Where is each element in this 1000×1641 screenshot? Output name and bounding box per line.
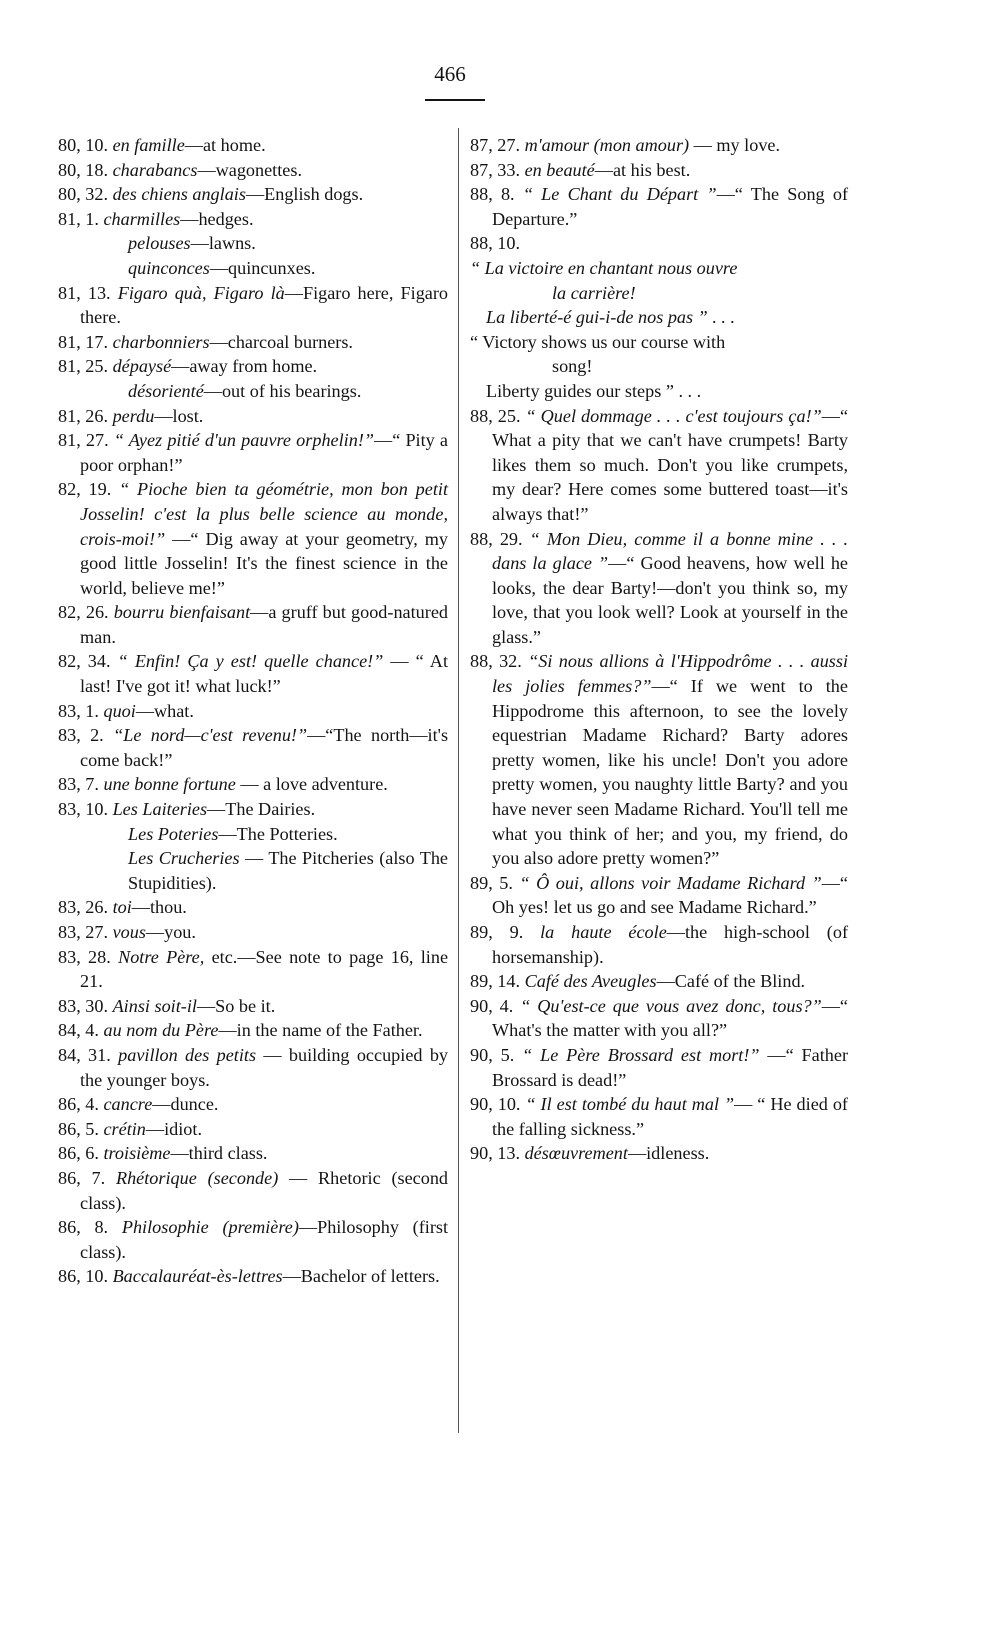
glossary-entry: 83, 28. Notre Père, etc.—See note to page 16, line 21. [58,946,449,992]
glossary-entry: 87, 27. m'amour (mon amour) — my love. [470,135,781,155]
glossary-entry: 88, 8. “ Le Chant du Départ ”—“ The Song of Departure.” [470,184,849,229]
glossary-entry: 80, 18. charabancs—wagonettes. [58,159,302,180]
glossary-entry: 83, 30. Ainsi soit-il—So be it. [58,995,276,1016]
header-rule [425,99,485,101]
song-verse [470,256,848,404]
glossary-entry: 84, 4. au nom du Père—in the name of the Father. [58,1020,423,1041]
glossary-entry: 86, 8. Philosophie (première)—Philosophy (first class). [58,1217,449,1262]
column-divider [458,128,459,1433]
glossary-entry: 80, 10. en famille—at home. [58,135,266,155]
glossary-entry: 82, 26. bourru bienfaisant—a gruff but good-natured man. [58,602,448,647]
glossary-entry: 89, 9. la haute école—the high-school (of horsemanship). [470,922,849,967]
glossary-subentry: quinconces—quincunxes. [128,257,316,278]
page-number: 466 [434,62,466,86]
left-column [58,133,448,1289]
verse-translation-line: Liberty guides our steps ” . . . [486,380,702,401]
glossary-entry: 84, 31. pavillon des petits — building occupied by the younger boys. [58,1044,449,1090]
glossary-entry: 81, 26. perdu—lost. [58,405,204,426]
verse-line: “ La victoire en chantant nous ouvre [470,257,738,278]
verse-translation-line: song! [552,356,593,377]
glossary-entry: 86, 6. troisième—third class. [58,1143,268,1164]
glossary-entry: 86, 5. crétin—idiot. [58,1118,202,1139]
verse-line: La liberté-é gui-i-de nos pas ” . . . [486,307,736,328]
glossary-entry: 83, 7. une bonne fortune — a love adventure. [58,774,388,795]
glossary-entry: 88, 25. “ Quel dommage . . . c'est toujours ça!”—“ What a pity that we can't have crumpets! Barty likes them so much. Don't you like crumpets, my dear? Here comes some buttered toast—it's always that!” [470,405,849,524]
glossary-entry: 90, 10. “ Il est tombé du haut mal ”— “ He died of the falling sickness.” [470,1094,848,1139]
glossary-entry: 88, 10. [470,233,521,254]
glossary-entry: 83, 2. “Le nord—c'est revenu!”—“The north—it's come back!” [58,725,449,770]
glossary-entry: 89, 5. “ Ô oui, allons voir Madame Richard ”—“ Oh yes! let us go and see Madame Richard.” [470,872,848,918]
glossary-entry: 83, 10. Les Laiteries—The Dairies. [58,799,316,820]
glossary-subentry: pelouses—lawns. [128,233,256,254]
glossary-entry: 86, 4. cancre—dunce. [58,1094,219,1115]
right-column [470,133,848,1166]
glossary-entry: 86, 7. Rhétorique (seconde) — Rhetoric (second class). [58,1167,449,1213]
glossary-entry: 86, 10. Baccalauréat-ès-lettres—Bachelor of letters. [58,1266,440,1287]
glossary-entry: 81, 27. “ Ayez pitié d'un pauvre orphelin!”—“ Pity a poor orphan!” [58,430,449,475]
glossary-entry: 81, 13. Figaro quà, Figaro là—Figaro here, Figaro there. [58,282,449,328]
glossary-subentry: désorienté—out of his bearings. [128,380,362,401]
glossary-entry: 87, 33. en beauté—at his best. [470,159,691,180]
glossary-subentry: Les Crucheries — The Pitcheries (also The Stupidities). [128,848,448,893]
glossary-entry: 90, 13. désœuvrement—idleness. [470,1143,710,1164]
glossary-entry: 80, 32. des chiens anglais—English dogs. [58,184,364,205]
glossary-entry: 83, 1. quoi—what. [58,700,194,721]
glossary-entry: 81, 25. dépaysé—away from home. [58,356,318,377]
glossary-entry: 83, 27. vous—you. [58,922,196,942]
glossary-entry: 83, 26. toi—thou. [58,897,187,918]
verse-translation-line: “ Victory shows us our course with [470,331,726,352]
glossary-entry: 90, 5. “ Le Père Brossard est mort!” —“ Father Brossard is dead!” [470,1044,848,1090]
glossary-entry: 90, 4. “ Qu'est-ce que vous avez donc, tous?”—“ What's the matter with you all?” [470,995,848,1041]
glossary-entry: 82, 34. “ Enfin! Ça y est! quelle chance!” — “ At last! I've got it! what luck!” [58,651,448,697]
glossary-entry: 81, 1. charmilles—hedges. [58,208,254,229]
verse-line: la carrière! [552,282,636,303]
glossary-entry: 89, 14. Café des Aveugles—Café of the Blind. [470,971,806,992]
glossary-subentry: Les Poteries—The Potteries. [128,823,338,844]
glossary-entry: 88, 29. “ Mon Dieu, comme il a bonne mine . . . dans la glace ”—“ Good heavens, how well he looks, the dear Barty!—don't you think so, my love, that you look well? Look at yourself in the glass.” [470,528,849,647]
glossary-entry: 88, 32. “Si nous allions à l'Hippodrôme . . . aussi les jolies femmes?”—“ If we went to the Hippodrome this afternoon, to see the lovely equestrian Madame Richard? Barty adores pretty women, like his uncle! Don't you adore pretty women, you naughty little Barty? and you have never seen Madame Richard. You'll tell me what you think of her; and you, my friend, do you also adore pretty women?” [470,651,849,869]
glossary-entry: 82, 19. “ Pioche bien ta géométrie, mon bon petit Josselin! c'est la plus belle science au monde, crois-moi!” —“ Dig away at your geometry, my good little Josselin! It's the finest science in the world, believe me!” [58,479,449,598]
glossary-entry: 81, 17. charbonniers—charcoal burners. [58,331,353,352]
